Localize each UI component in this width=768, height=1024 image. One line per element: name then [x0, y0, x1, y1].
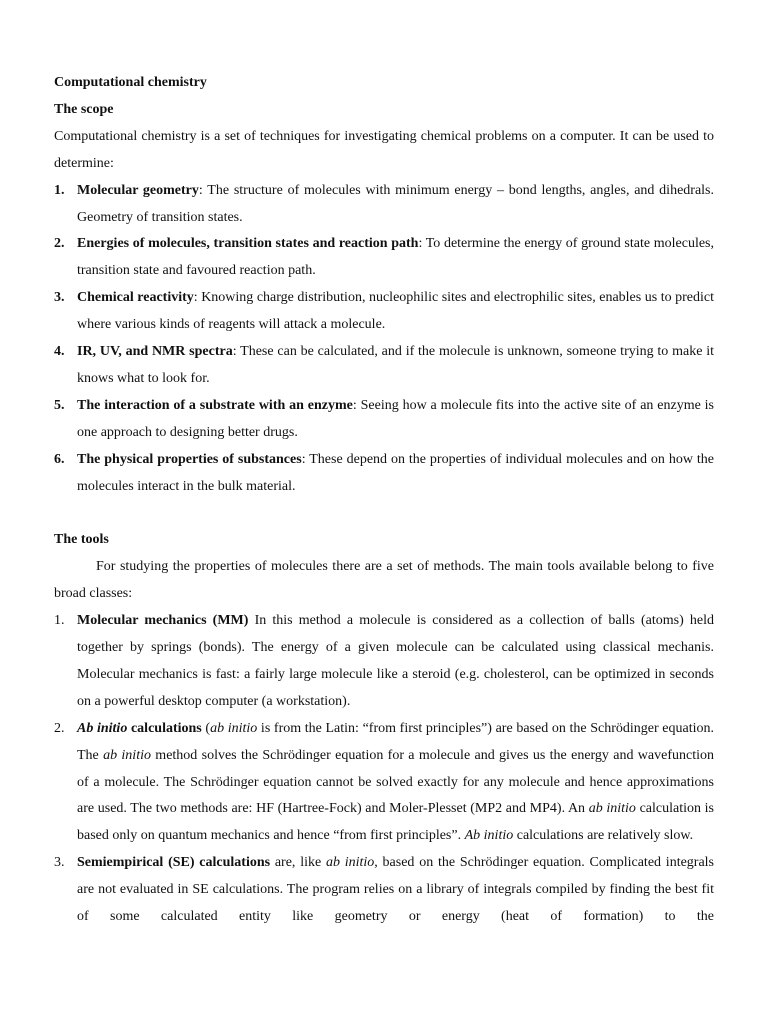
document-title: Computational chemistry	[54, 75, 207, 90]
list-number: 3.	[54, 855, 65, 871]
list-number: 4.	[54, 344, 65, 360]
emphasis-text: Chemical reactivity	[77, 290, 194, 306]
list-item	[54, 339, 714, 393]
document-page	[54, 70, 714, 931]
body-text: : These depend on the properties of individual molecules and on how the molecules interact in the bulk material.	[77, 451, 714, 494]
tools-intro	[54, 554, 714, 608]
body-text: For studying the properties of molecules there are a set of methods. The main tools available belong to five broad classes:	[54, 559, 714, 602]
body-text: method solves the Schrödinger equation for a molecule and gives us the energy and wavefunction of a molecule. The Schrödinger equation cannot be solved exactly for any molecule and hence approximations are used. The two methods are: HF (Hartree-Fock) and Moler-Plesset (MP2 and MP4). An	[77, 747, 714, 817]
list-item	[54, 231, 714, 285]
list-number: 1.	[54, 613, 65, 629]
scope-heading: The scope	[54, 101, 114, 117]
list-item	[54, 178, 714, 232]
emphasis-text: ab initio	[103, 747, 151, 763]
body-text: : The structure of molecules with minimum energy – bond lengths, angles, and dihedrals. Geometry of transition states.	[77, 182, 715, 225]
emphasis-text: IR, UV, and NMR spectra	[77, 344, 233, 360]
spacer	[54, 501, 714, 528]
body-text: calculations are relatively slow.	[513, 828, 694, 844]
emphasis-text: ab initio	[210, 720, 258, 736]
body-text: : Knowing charge distribution, nucleophilic sites and electrophilic sites, enables us to predict where various kinds of reagents will attack a molecule.	[77, 290, 714, 333]
body-text: : To determine the energy of ground state molecules, transition state and favoured reaction path.	[77, 236, 714, 279]
emphasis-text: The physical properties of substances	[77, 451, 302, 467]
emphasis-text: Semiempirical (SE) calculations	[77, 855, 271, 871]
scope-intro	[54, 124, 714, 178]
body-text: Computational chemistry is a set of techniques for investigating chemical problems on a computer. It can be used to determine:	[54, 128, 714, 171]
body-text: In this method a molecule is considered as a collection of balls (atoms) held together by springs (bonds). The energy of a given molecule can be calculated using classical mechanis. Molecular mechanics is fast: a fairly large molecule like a steroid (e.g. cholesterol, can be optimized in seconds on a powerful desktop computer (a workstation).	[77, 613, 714, 709]
list-number: 6.	[54, 451, 65, 467]
emphasis-text: Molecular geometry	[77, 182, 199, 198]
list-number: 2.	[54, 236, 65, 252]
emphasis-text: The interaction of a substrate with an enzyme	[77, 397, 353, 413]
emphasis-text: ab initio	[325, 855, 375, 871]
scope-list	[54, 178, 714, 501]
emphasis-text: Energies of molecules, transition states and reaction path	[77, 236, 419, 252]
list-item	[54, 393, 714, 447]
list-number: 1.	[54, 182, 65, 198]
emphasis-text: calculations	[127, 720, 202, 736]
list-number: 3.	[54, 290, 65, 306]
body-text: , based on the Schrödinger equation. Complicated integrals are not evaluated in SE calculations. The program relies on a library of integrals compiled by finding the best fit of some calculated entity like geometry or energy (heat of formation) to the	[77, 855, 715, 925]
list-item	[54, 716, 714, 851]
list-number: 2.	[54, 720, 65, 736]
body-text: : These can be calculated, and if the molecule is unknown, someone trying to make it knows what to look for.	[77, 344, 715, 386]
body-text: is from the Latin: “from first principles”) are based on the Schrödinger equation. The	[77, 720, 715, 763]
tools-list	[54, 608, 714, 931]
tools-heading: The tools	[54, 532, 109, 548]
list-item	[54, 850, 714, 931]
body-text: calculation is based only on quantum mechanics and hence “from first principles”.	[77, 801, 714, 844]
body-text: are, like	[270, 855, 326, 871]
emphasis-text: Ab initio	[77, 720, 128, 736]
emphasis-text: Ab initio	[464, 828, 514, 844]
list-item	[54, 447, 714, 501]
list-number: 5.	[54, 397, 65, 413]
emphasis-text: Molecular mechanics (MM)	[77, 613, 249, 629]
body-text: : Seeing how a molecule fits into the active site of an enzyme is one approach to designing better drugs.	[77, 397, 714, 440]
list-item	[54, 285, 714, 339]
emphasis-text: ab initio	[588, 801, 636, 817]
body-text: (	[201, 720, 211, 736]
list-item	[54, 608, 714, 716]
